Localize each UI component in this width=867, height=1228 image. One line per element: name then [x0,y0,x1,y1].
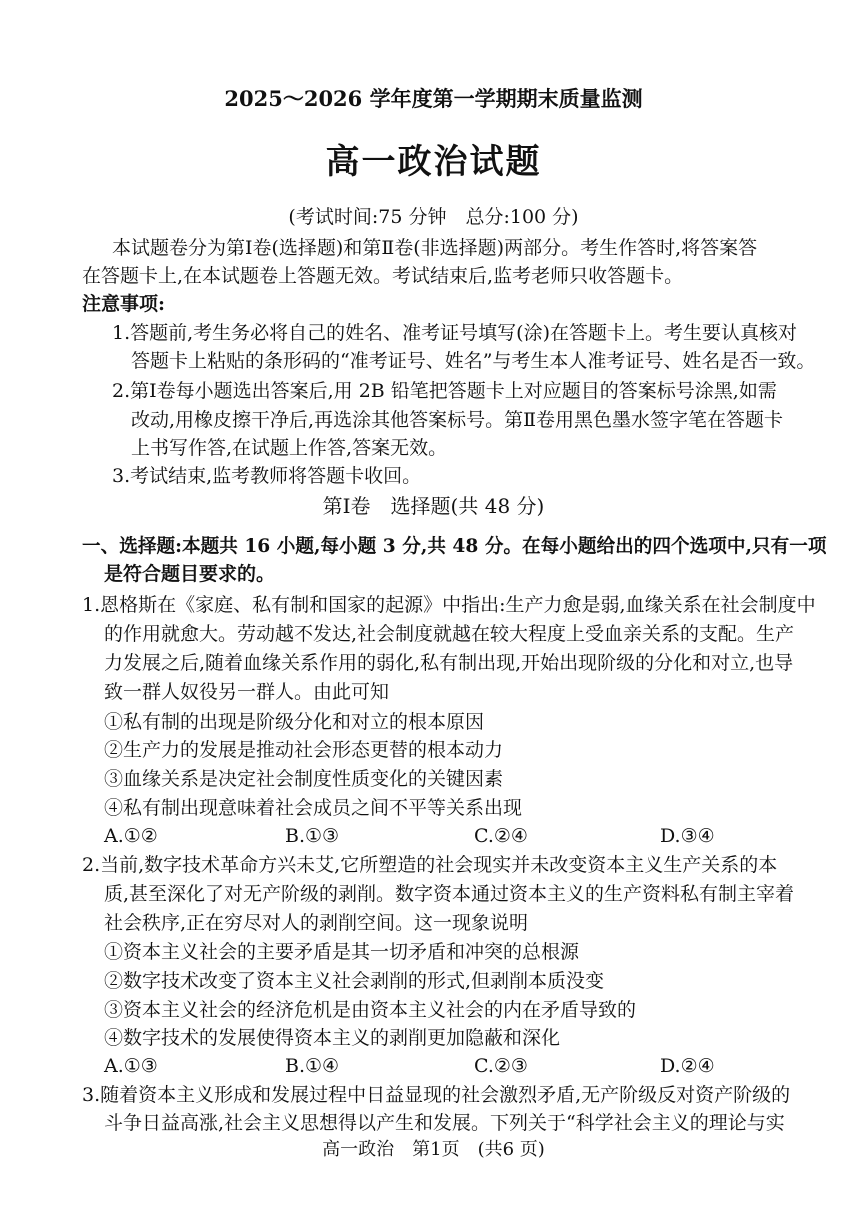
q2-option-b: B.①④ [285,1055,340,1077]
q1-item: ③血缘关系是决定社会制度性质变化的关键因素 [104,768,504,790]
q1-stem-line: 致一群人奴役另一群人。由此可知 [104,681,390,703]
section-instruction: 是符合题目要求的。 [104,563,276,585]
note-line: 1.答题前,考生务必将自己的姓名、准考证号填写(涂)在答题卡上。考生要认真核对 [112,322,797,344]
q1-option-c: C.②④ [474,825,528,847]
exam-title: 高一政治试题 [325,142,542,182]
q1-option-d: D.③④ [660,825,715,847]
note-line: 答题卡上粘贴的条形码的“准考证号、姓名”与考生本人准考证号、姓名是否一致。 [131,350,816,372]
q2-stem-line: 2.当前,数字技术革命方兴未艾,它所塑造的社会现实并未改变资本主义生产关系的本 [82,854,778,876]
q2-stem-line: 社会秩序,正在穷尽对人的剥削空间。这一现象说明 [104,912,529,934]
q3-stem-line: 斗争日益高涨,社会主义思想得以产生和发展。下列关于“科学社会主义的理论与实 [104,1112,785,1134]
exam-year-line: 2025～2026 学年度第一学期期末质量监测 [224,86,643,111]
q2-option-a: A.①③ [104,1055,158,1077]
q1-stem-line: 的作用就愈大。劳动越不发达,社会制度就越在较大程度上受血亲关系的支配。生产 [104,623,795,645]
q1-item: ④私有制出现意味着社会成员之间不平等关系出现 [104,797,523,819]
note-line: 改动,用橡皮擦干净后,再选涂其他答案标号。第Ⅱ卷用黑色墨水签字笔在答题卡 [131,409,783,431]
q2-option-d: D.②④ [660,1055,715,1077]
q2-item: ③资本主义社会的经济危机是由资本主义社会的内在矛盾导致的 [104,999,637,1021]
q3-stem-line: 3.随着资本主义形成和发展过程中日益显现的社会激烈矛盾,无产阶级反对资产阶级的 [82,1084,791,1106]
q2-item: ②数字技术改变了资本主义社会剥削的形式,但剥削本质没变 [104,970,605,992]
q1-option-a: A.①② [104,825,158,847]
exam-info: (考试时间:75 分钟 总分:100 分) [288,206,579,228]
q2-item: ④数字技术的发展使得资本主义的剥削更加隐蔽和深化 [104,1027,561,1049]
section-title: 第Ⅰ卷 选择题(共 48 分) [322,494,545,518]
q2-item: ①资本主义社会的主要矛盾是其一切矛盾和冲突的总根源 [104,941,580,963]
q2-option-c: C.②③ [474,1055,528,1077]
q1-item: ②生产力的发展是推动社会形态更替的根本动力 [104,739,504,761]
q1-stem-line: 1.恩格斯在《家庭、私有制和国家的起源》中指出:生产力愈是弱,血缘关系在社会制度中 [82,594,816,616]
note-line: 2.第Ⅰ卷每小题选出答案后,用 2B 铅笔把答题卡上对应题目的答案标号涂黑,如需 [112,380,777,402]
note-line: 上书写作答,在试题上作答,答案无效。 [131,437,448,459]
q1-option-b: B.①③ [285,825,340,847]
note-line: 3.考试结束,监考教师将答题卡收回。 [112,465,422,487]
q1-stem-line: 力发展之后,随着血缘关系作用的弱化,私有制出现,开始出现阶级的分化和对立,也导 [104,652,794,674]
q1-item: ①私有制的出现是阶级分化和对立的根本原因 [104,711,485,733]
intro-line-2: 在答题卡上,在本试题卷上答题无效。考试结束后,监考老师只收答题卡。 [82,265,684,287]
notes-heading: 注意事项: [82,293,166,315]
q2-stem-line: 质,甚至深化了对无产阶级的剥削。数字资本通过资本主义的生产资料私有制主宰着 [104,883,795,905]
page-footer: 高一政治 第1页 (共6 页) [322,1139,545,1160]
section-instruction: 一、选择题:本题共 16 小题,每小题 3 分,共 48 分。在每小题给出的四个选项中,只有一项 [82,535,827,557]
intro-line-1: 本试题卷分为第Ⅰ卷(选择题)和第Ⅱ卷(非选择题)两部分。考生作答时,将答案答 [112,237,758,259]
